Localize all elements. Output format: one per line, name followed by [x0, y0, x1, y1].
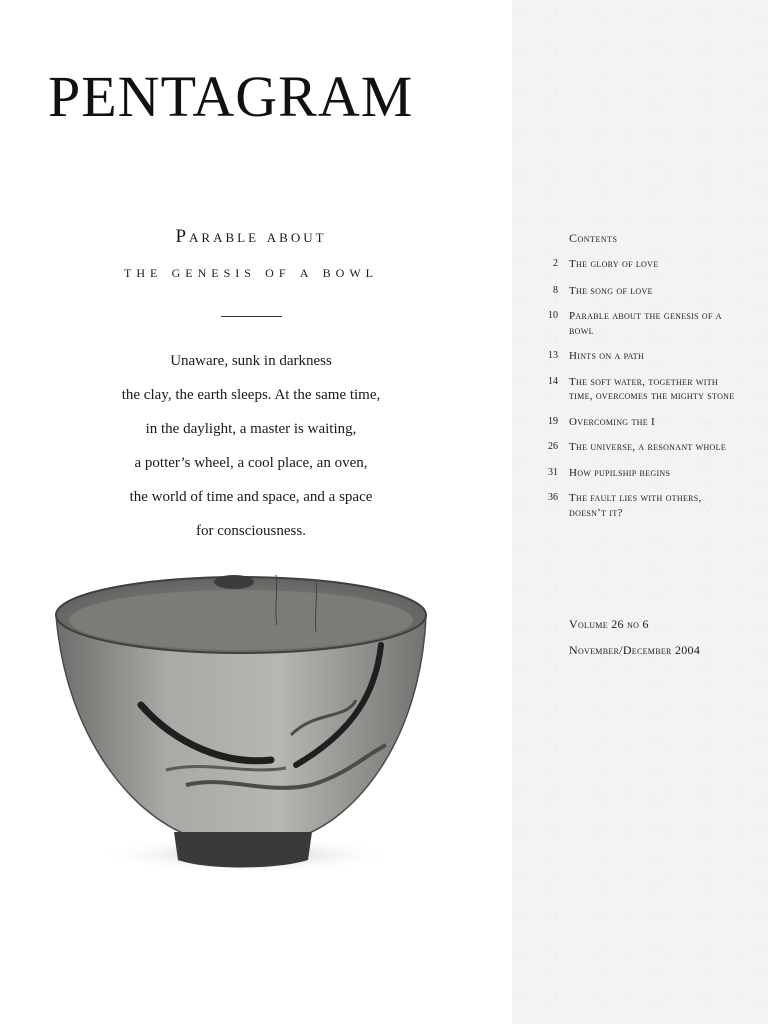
contents-item[interactable] — [540, 415, 740, 430]
contents-page-number: 13 — [548, 350, 558, 361]
contents-page-number: 26 — [548, 441, 558, 452]
poem-text — [0, 350, 502, 554]
bowl-image — [46, 570, 436, 880]
article-title-line-2: the genesis of a bowl — [124, 262, 378, 281]
poem-line: in the daylight, a master is waiting, — [145, 421, 357, 437]
contents-item-title: The soft water, together with time, overcomes the mighty stone — [569, 375, 735, 402]
poem-line: a potter’s wheel, a cool place, an oven, — [134, 455, 368, 471]
poem-line: the world of time and space, and a space — [129, 489, 373, 505]
title-divider — [221, 316, 282, 317]
contents-item-title: The glory of love — [569, 258, 659, 270]
contents-item-title: Overcoming the I — [569, 415, 655, 428]
contents-page-number: 31 — [548, 466, 558, 478]
contents-item[interactable] — [540, 440, 740, 455]
contents-item-title: The universe, a resonant whole — [569, 441, 727, 453]
contents-page-number: 10 — [548, 310, 558, 321]
contents-page-number: 2 — [553, 258, 558, 269]
contents-item[interactable] — [540, 491, 740, 520]
contents-heading: Contents — [569, 231, 618, 245]
tea-bowl-illustration — [46, 570, 436, 880]
contents-item-title: The song of love — [569, 284, 653, 297]
contents-item[interactable] — [540, 466, 740, 481]
table-of-contents — [540, 257, 740, 520]
contents-item[interactable] — [540, 375, 740, 404]
issue-date: November/December 2004 — [569, 643, 701, 657]
issue-volume: Volume 26 no 6 — [569, 617, 649, 631]
contents-item-title: Hints on a path — [569, 350, 645, 362]
article-title-line-1: Parable about — [175, 226, 327, 247]
magazine-masthead: PENTAGRAM — [48, 64, 414, 129]
contents-page-number: 36 — [548, 492, 558, 503]
contents-page-number: 19 — [548, 415, 558, 427]
contents-item-title: Parable about the genesis of a bowl — [569, 310, 722, 337]
poem-line: Unaware, sunk in darkness — [170, 353, 332, 369]
contents-item-title: The fault lies with others, doesn’t it? — [569, 492, 702, 519]
contents-page-number: 8 — [553, 284, 558, 296]
poem-line: the clay, the earth sleeps. At the same time, — [121, 387, 381, 403]
contents-item[interactable] — [540, 257, 740, 272]
article-title — [0, 226, 502, 282]
contents-item-title: How pupilship begins — [569, 466, 671, 479]
contents-item[interactable] — [540, 284, 740, 299]
contents-item[interactable] — [540, 309, 740, 338]
poem-line: for consciousness. — [196, 523, 306, 539]
contents-item[interactable] — [540, 349, 740, 364]
contents-page-number: 14 — [548, 375, 558, 387]
